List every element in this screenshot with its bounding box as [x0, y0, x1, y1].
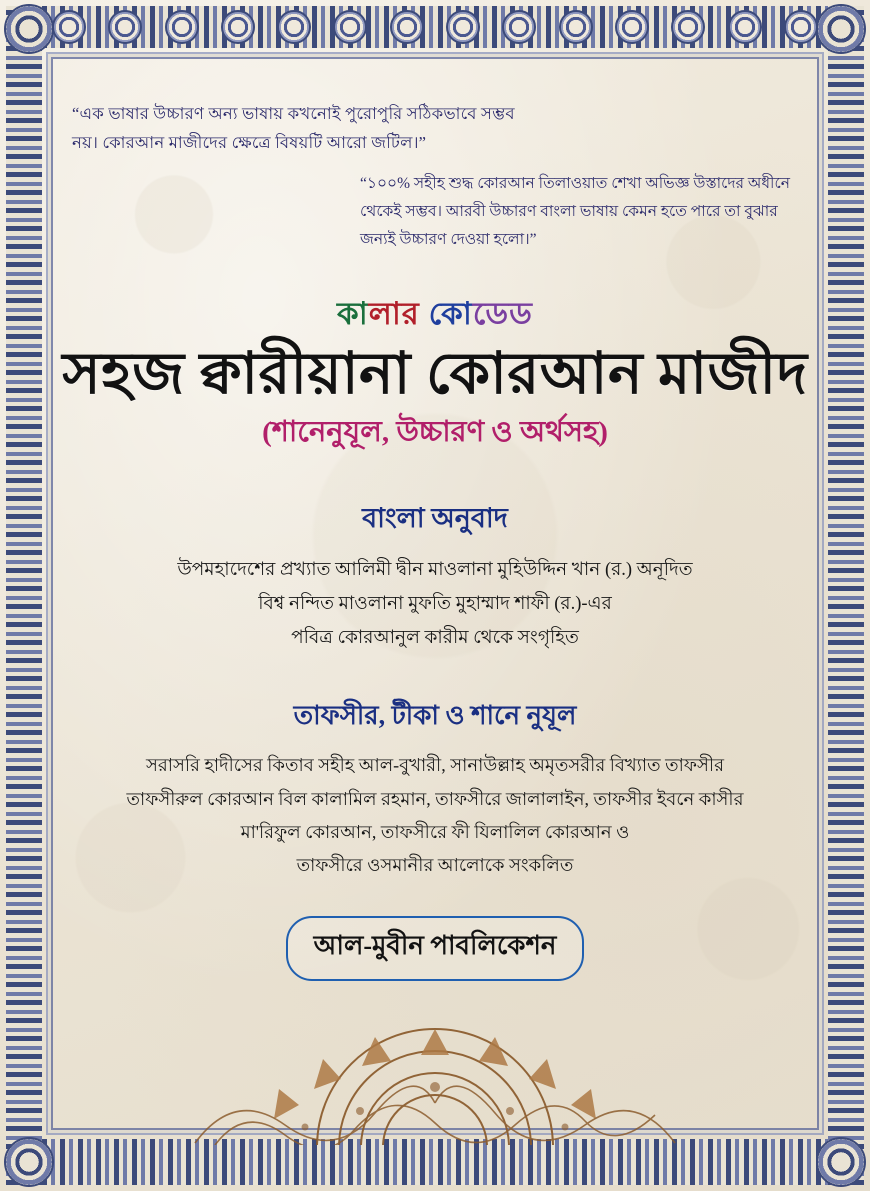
section-line: তাফসীরুল কোরআন বিল কালামিল রহমান, তাফসীরে জালালাইন, তাফসীর ইবনে কাসীর — [126, 788, 744, 809]
section-line: পবিত্র কোরআনুল কারীম থেকে সংগৃহিত — [291, 628, 579, 649]
color-coded-label — [337, 297, 533, 331]
section-heading-tafsir: তাফসীর, টীকা ও শানে নুযূল — [293, 701, 577, 731]
circle-motif-icon — [333, 10, 367, 44]
circle-motif-icon — [108, 10, 142, 44]
publisher-area — [286, 916, 585, 981]
section-line: তাফসীরে ওসমানীর আলোকে সংকলিত — [296, 855, 574, 876]
border-band-right — [828, 6, 864, 1185]
color-coded-part-3: কো — [419, 296, 473, 332]
corner-rosette-icon — [816, 1137, 866, 1187]
circle-motif-icon — [728, 10, 762, 44]
circle-motif-icon — [52, 10, 86, 44]
section-line: বিশ্ব নন্দিত মাওলানা মুফতি মুহাম্মাদ শাফী (র.)-এর — [258, 593, 612, 614]
quote-right: “১০০% সহীহ শুদ্ধ কোরআন তিলাওয়াত শেখা অভিজ্ঞ উস্তাদের অধীনে থেকেই সম্ভব। আরবী উচ্চারণ বাংলা ভাষায় কেমন হতে পারে তা বুঝার জন্যই উচ্চারণ দেওয়া হলো।” — [360, 174, 790, 248]
circle-motif-icon — [165, 10, 199, 44]
border-band-top — [6, 6, 864, 48]
quote-left: “এক ভাষার উচ্চারণ অন্য ভাষায় কখনোই পুরোপুরি সঠিকভাবে সম্ভব নয়। কোরআন মাজীদের ক্ষেত্রে বিষয়টি আরো জটিল।” — [72, 104, 515, 152]
border-circle-motif-row — [52, 10, 818, 44]
page-subtitle: (শানেনুযূল, উচ্চারণ ও অর্থসহ) — [262, 415, 608, 448]
section-line: মা'রিফুল কোরআন, তাফসীরে ফী যিলালিল কোরআন ও — [240, 821, 630, 842]
section-body-tafsir — [127, 749, 744, 882]
page-title: সহজ ক্বারীয়ানা কোরআন মাজীদ — [62, 340, 808, 406]
circle-motif-icon — [221, 10, 255, 44]
circle-motif-icon — [277, 10, 311, 44]
color-coded-part-2: লার — [368, 296, 420, 332]
cover-content — [58, 62, 812, 1125]
circle-motif-icon — [559, 10, 593, 44]
circle-motif-icon — [446, 10, 480, 44]
section-line: উপমহাদেশের প্রখ্যাত আলিমী দ্বীন মাওলানা মুহিউদ্দিন খান (র.) অনূদিত — [177, 559, 693, 580]
corner-rosette-icon — [4, 4, 54, 54]
section-body-translation — [177, 553, 692, 656]
border-band-bottom — [6, 1139, 864, 1185]
corner-rosette-icon — [816, 4, 866, 54]
border-band-left — [6, 6, 42, 1185]
circle-motif-icon — [502, 10, 536, 44]
circle-motif-icon — [390, 10, 424, 44]
circle-motif-icon — [615, 10, 649, 44]
publisher-badge: আল-মুবীন পাবলিকেশন — [286, 916, 585, 981]
circle-motif-icon — [671, 10, 705, 44]
section-heading-translation: বাংলা অনুবাদ — [362, 502, 508, 533]
corner-rosette-icon — [4, 1137, 54, 1187]
color-coded-part-4: ডেড — [472, 296, 533, 332]
color-coded-part-1: কা — [337, 296, 369, 332]
circle-motif-icon — [784, 10, 818, 44]
section-line: সরাসরি হাদীসের কিতাব সহীহ আল-বুখারী, সানাউল্লাহ অমৃতসরীর বিখ্যাত তাফসীর — [146, 755, 724, 776]
